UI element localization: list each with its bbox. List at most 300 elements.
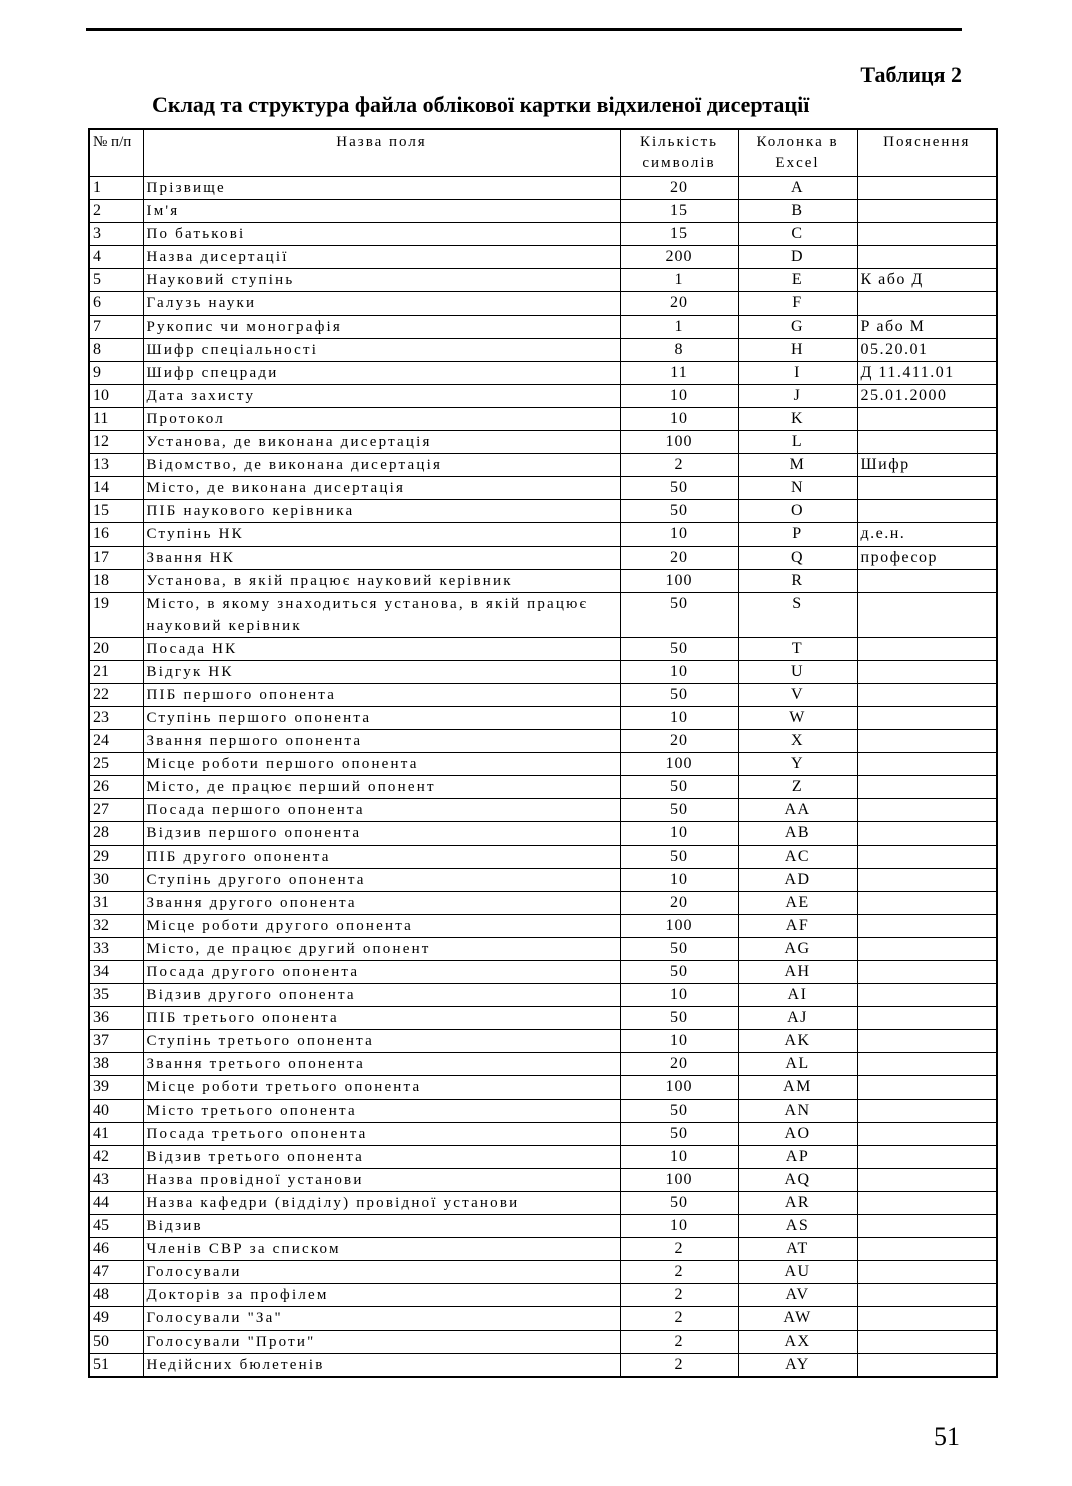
symbol-count: 2 [620,1307,738,1330]
field-name: Галузь науки [143,292,620,315]
symbol-count: 2 [620,454,738,477]
excel-column: E [738,269,857,292]
field-name: Відзив першого опонента [143,822,620,845]
symbol-count: 10 [620,822,738,845]
symbol-count: 100 [620,1076,738,1099]
field-note [857,500,997,523]
field-note [857,1168,997,1191]
field-name: ПІБ наукового керівника [143,500,620,523]
table-row [89,1099,997,1122]
row-number: 31 [89,891,143,914]
excel-column: AK [738,1030,857,1053]
field-name: Шифр спецради [143,361,620,384]
symbol-count: 100 [620,1168,738,1191]
excel-column: AY [738,1353,857,1377]
symbol-count: 50 [620,637,738,660]
table-row [89,868,997,891]
table-row [89,984,997,1007]
field-name: Назва дисертації [143,246,620,269]
table-row [89,500,997,523]
excel-column: H [738,338,857,361]
table-row [89,569,997,592]
symbol-count: 50 [620,1122,738,1145]
row-number: 19 [89,592,143,637]
field-note [857,1099,997,1122]
field-name: По батькові [143,223,620,246]
excel-column: Q [738,546,857,569]
excel-column: AC [738,845,857,868]
field-name: Прізвище [143,177,620,200]
symbol-count: 50 [620,776,738,799]
field-name: Відзив [143,1215,620,1238]
field-name: Ступінь третього опонента [143,1030,620,1053]
field-name: Назва кафедри (відділу) провідної установи [143,1191,620,1214]
symbol-count: 50 [620,845,738,868]
excel-column: AB [738,822,857,845]
table-row [89,315,997,338]
symbol-count: 10 [620,984,738,1007]
table-row [89,1353,997,1377]
row-number: 35 [89,984,143,1007]
header-count: Кількість символів [620,129,738,177]
row-number: 51 [89,1353,143,1377]
excel-column: D [738,246,857,269]
row-number: 1 [89,177,143,200]
field-name: ПІБ першого опонента [143,683,620,706]
symbol-count: 2 [620,1238,738,1261]
symbol-count: 20 [620,292,738,315]
table-row [89,454,997,477]
row-number: 12 [89,431,143,454]
table-row [89,1168,997,1191]
symbol-count: 8 [620,338,738,361]
symbol-count: 100 [620,431,738,454]
symbol-count: 2 [620,1353,738,1377]
row-number: 50 [89,1330,143,1353]
table-row [89,776,997,799]
field-note [857,592,997,637]
excel-column: C [738,223,857,246]
field-name: Установа, в якій працює науковий керівник [143,569,620,592]
table-row [89,246,997,269]
excel-column: I [738,361,857,384]
excel-column: AV [738,1284,857,1307]
symbol-count: 20 [620,730,738,753]
excel-column: AH [738,961,857,984]
excel-column: AW [738,1307,857,1330]
field-name: Посада першого опонента [143,799,620,822]
excel-column: N [738,477,857,500]
excel-column: Z [738,776,857,799]
header-name: Назва поля [143,129,620,177]
symbol-count: 10 [620,407,738,430]
table-row [89,845,997,868]
table-row [89,1261,997,1284]
symbol-count: 20 [620,546,738,569]
field-note [857,868,997,891]
header-note: Пояснення [857,129,997,177]
symbol-count: 15 [620,200,738,223]
table-row [89,1145,997,1168]
field-name: Ступінь першого опонента [143,706,620,729]
field-note [857,1238,997,1261]
excel-column: R [738,569,857,592]
symbol-count: 1 [620,315,738,338]
field-note [857,477,997,500]
table-row [89,177,997,200]
row-number: 49 [89,1307,143,1330]
table-row [89,1122,997,1145]
symbol-count: 100 [620,753,738,776]
field-name: Дата захисту [143,384,620,407]
row-number: 8 [89,338,143,361]
table-row [89,1053,997,1076]
table-row [89,361,997,384]
field-note: Р або М [857,315,997,338]
table-header-row [89,129,997,177]
symbol-count: 50 [620,477,738,500]
field-name: Звання третього опонента [143,1053,620,1076]
table-row [89,753,997,776]
header-num: № п/п [89,129,143,177]
field-note [857,1030,997,1053]
symbol-count: 10 [620,660,738,683]
field-name: Відзив третього опонента [143,1145,620,1168]
symbol-count: 20 [620,1053,738,1076]
field-note [857,961,997,984]
table-row [89,961,997,984]
table-row [89,1007,997,1030]
field-name: Відомство, де виконана дисертація [143,454,620,477]
field-note [857,1284,997,1307]
row-number: 23 [89,706,143,729]
symbol-count: 50 [620,1191,738,1214]
field-name: Посада НК [143,637,620,660]
field-note [857,637,997,660]
row-number: 42 [89,1145,143,1168]
symbol-count: 50 [620,937,738,960]
field-note [857,706,997,729]
row-number: 38 [89,1053,143,1076]
row-number: 5 [89,269,143,292]
table-body [89,177,997,1377]
excel-column: AT [738,1238,857,1261]
field-name: Місто третього опонента [143,1099,620,1122]
row-number: 15 [89,500,143,523]
field-note [857,1215,997,1238]
excel-column: P [738,523,857,546]
symbol-count: 10 [620,868,738,891]
field-note [857,200,997,223]
excel-column: T [738,637,857,660]
symbol-count: 50 [620,961,738,984]
field-note: К або Д [857,269,997,292]
table-row [89,730,997,753]
page-number: 51 [934,1422,960,1451]
table-row [89,1030,997,1053]
symbol-count: 10 [620,706,738,729]
excel-column: AQ [738,1168,857,1191]
row-number: 20 [89,637,143,660]
field-note [857,223,997,246]
symbol-count: 50 [620,592,738,637]
table-row [89,223,997,246]
row-number: 48 [89,1284,143,1307]
excel-column: AD [738,868,857,891]
row-number: 39 [89,1076,143,1099]
fields-table [88,128,998,1378]
field-name: Звання другого опонента [143,891,620,914]
symbol-count: 10 [620,384,738,407]
symbol-count: 10 [620,1030,738,1053]
field-note [857,177,997,200]
excel-column: O [738,500,857,523]
excel-column: AL [738,1053,857,1076]
row-number: 41 [89,1122,143,1145]
field-note [857,891,997,914]
row-number: 43 [89,1168,143,1191]
symbol-count: 100 [620,569,738,592]
excel-column: AN [738,1099,857,1122]
field-name: Голосували "За" [143,1307,620,1330]
table-row [89,891,997,914]
excel-column: AU [738,1261,857,1284]
symbol-count: 200 [620,246,738,269]
field-note [857,730,997,753]
field-name: Ступінь другого опонента [143,868,620,891]
field-name: Протокол [143,407,620,430]
field-name: Назва провідної установи [143,1168,620,1191]
table-row [89,1330,997,1353]
field-note [857,1007,997,1030]
table-row [89,1284,997,1307]
table-row [89,407,997,430]
symbol-count: 50 [620,500,738,523]
excel-column: AA [738,799,857,822]
field-note [857,292,997,315]
excel-column: AG [738,937,857,960]
symbol-count: 50 [620,799,738,822]
excel-column: S [738,592,857,637]
field-name: ПІБ третього опонента [143,1007,620,1030]
row-number: 36 [89,1007,143,1030]
row-number: 46 [89,1238,143,1261]
table-label: Таблиця 2 [860,62,962,87]
table-row [89,706,997,729]
symbol-count: 11 [620,361,738,384]
excel-column: AF [738,914,857,937]
row-number: 34 [89,961,143,984]
symbol-count: 20 [620,891,738,914]
row-number: 26 [89,776,143,799]
field-note [857,1076,997,1099]
field-note [857,1053,997,1076]
table-row [89,822,997,845]
excel-column: X [738,730,857,753]
field-name: Місто, в якому знаходиться установа, в якій працює науковий керівник [143,592,620,637]
row-number: 47 [89,1261,143,1284]
field-note [857,1191,997,1214]
symbol-count: 2 [620,1261,738,1284]
excel-column: Y [738,753,857,776]
row-number: 6 [89,292,143,315]
field-note [857,1330,997,1353]
row-number: 13 [89,454,143,477]
row-number: 2 [89,200,143,223]
table-row [89,1215,997,1238]
symbol-count: 50 [620,1099,738,1122]
excel-column: W [738,706,857,729]
field-note [857,1307,997,1330]
table-row [89,546,997,569]
table-row [89,1076,997,1099]
field-note [857,845,997,868]
field-name: Докторів за профілем [143,1284,620,1307]
field-note [857,937,997,960]
table-row [89,384,997,407]
field-note [857,1145,997,1168]
symbol-count: 1 [620,269,738,292]
symbol-count: 100 [620,914,738,937]
field-note [857,776,997,799]
symbol-count: 20 [620,177,738,200]
field-note: Шифр [857,454,997,477]
row-number: 10 [89,384,143,407]
excel-column: J [738,384,857,407]
row-number: 21 [89,660,143,683]
field-name: Посада третього опонента [143,1122,620,1145]
row-number: 33 [89,937,143,960]
row-number: 32 [89,914,143,937]
field-note: 05.20.01 [857,338,997,361]
field-note [857,914,997,937]
excel-column: A [738,177,857,200]
field-note [857,569,997,592]
table-row [89,1307,997,1330]
field-name: Посада другого опонента [143,961,620,984]
excel-column: V [738,683,857,706]
excel-column: AM [738,1076,857,1099]
excel-column: AS [738,1215,857,1238]
field-name: Ім'я [143,200,620,223]
symbol-count: 10 [620,1215,738,1238]
symbol-count: 50 [620,1007,738,1030]
table-row [89,660,997,683]
row-number: 4 [89,246,143,269]
table-row [89,683,997,706]
row-number: 27 [89,799,143,822]
field-note [857,431,997,454]
row-number: 29 [89,845,143,868]
row-number: 3 [89,223,143,246]
row-number: 24 [89,730,143,753]
field-name: Місто, де виконана дисертація [143,477,620,500]
field-note [857,246,997,269]
table-row [89,292,997,315]
row-number: 17 [89,546,143,569]
symbol-count: 10 [620,523,738,546]
table-row [89,477,997,500]
symbol-count: 10 [620,1145,738,1168]
field-name: Місто, де працює другий опонент [143,937,620,960]
symbol-count: 50 [620,683,738,706]
field-name: Місто, де працює перший опонент [143,776,620,799]
row-number: 45 [89,1215,143,1238]
table-row [89,338,997,361]
field-name: Членів СВР за списком [143,1238,620,1261]
field-note [857,683,997,706]
excel-column: G [738,315,857,338]
row-number: 9 [89,361,143,384]
field-note [857,1261,997,1284]
excel-column: AE [738,891,857,914]
row-number: 28 [89,822,143,845]
table-row [89,1238,997,1261]
excel-column: AJ [738,1007,857,1030]
header-rule [86,28,962,31]
field-note [857,1353,997,1377]
row-number: 30 [89,868,143,891]
excel-column: AR [738,1191,857,1214]
field-name: Шифр спеціальності [143,338,620,361]
excel-column: M [738,454,857,477]
excel-column: K [738,407,857,430]
excel-column: AX [738,1330,857,1353]
table-row [89,523,997,546]
field-note [857,822,997,845]
field-name: Голосували "Проти" [143,1330,620,1353]
row-number: 14 [89,477,143,500]
table-row [89,269,997,292]
field-name: Рукопис чи монографія [143,315,620,338]
field-name: ПІБ другого опонента [143,845,620,868]
excel-column: B [738,200,857,223]
field-note: Д 11.411.01 [857,361,997,384]
excel-column: AI [738,984,857,1007]
field-name: Установа, де виконана дисертація [143,431,620,454]
field-note [857,660,997,683]
row-number: 40 [89,1099,143,1122]
field-name: Голосували [143,1261,620,1284]
field-name: Недійсних бюлетенів [143,1353,620,1377]
excel-column: F [738,292,857,315]
table-row [89,937,997,960]
row-number: 44 [89,1191,143,1214]
field-name: Місце роботи першого опонента [143,753,620,776]
field-name: Звання НК [143,546,620,569]
excel-column: L [738,431,857,454]
field-name: Відзив другого опонента [143,984,620,1007]
excel-column: AO [738,1122,857,1145]
symbol-count: 15 [620,223,738,246]
row-number: 18 [89,569,143,592]
field-note: 25.01.2000 [857,384,997,407]
table-row [89,431,997,454]
field-name: Місце роботи другого опонента [143,914,620,937]
table-row [89,1191,997,1214]
row-number: 7 [89,315,143,338]
row-number: 25 [89,753,143,776]
table-row [89,592,997,637]
field-note [857,753,997,776]
row-number: 22 [89,683,143,706]
field-name: Науковий ступінь [143,269,620,292]
field-name: Відгук НК [143,660,620,683]
row-number: 11 [89,407,143,430]
field-note: професор [857,546,997,569]
table-title: Склад та структура файла облікової картки відхиленої дисертації [152,92,810,117]
row-number: 16 [89,523,143,546]
